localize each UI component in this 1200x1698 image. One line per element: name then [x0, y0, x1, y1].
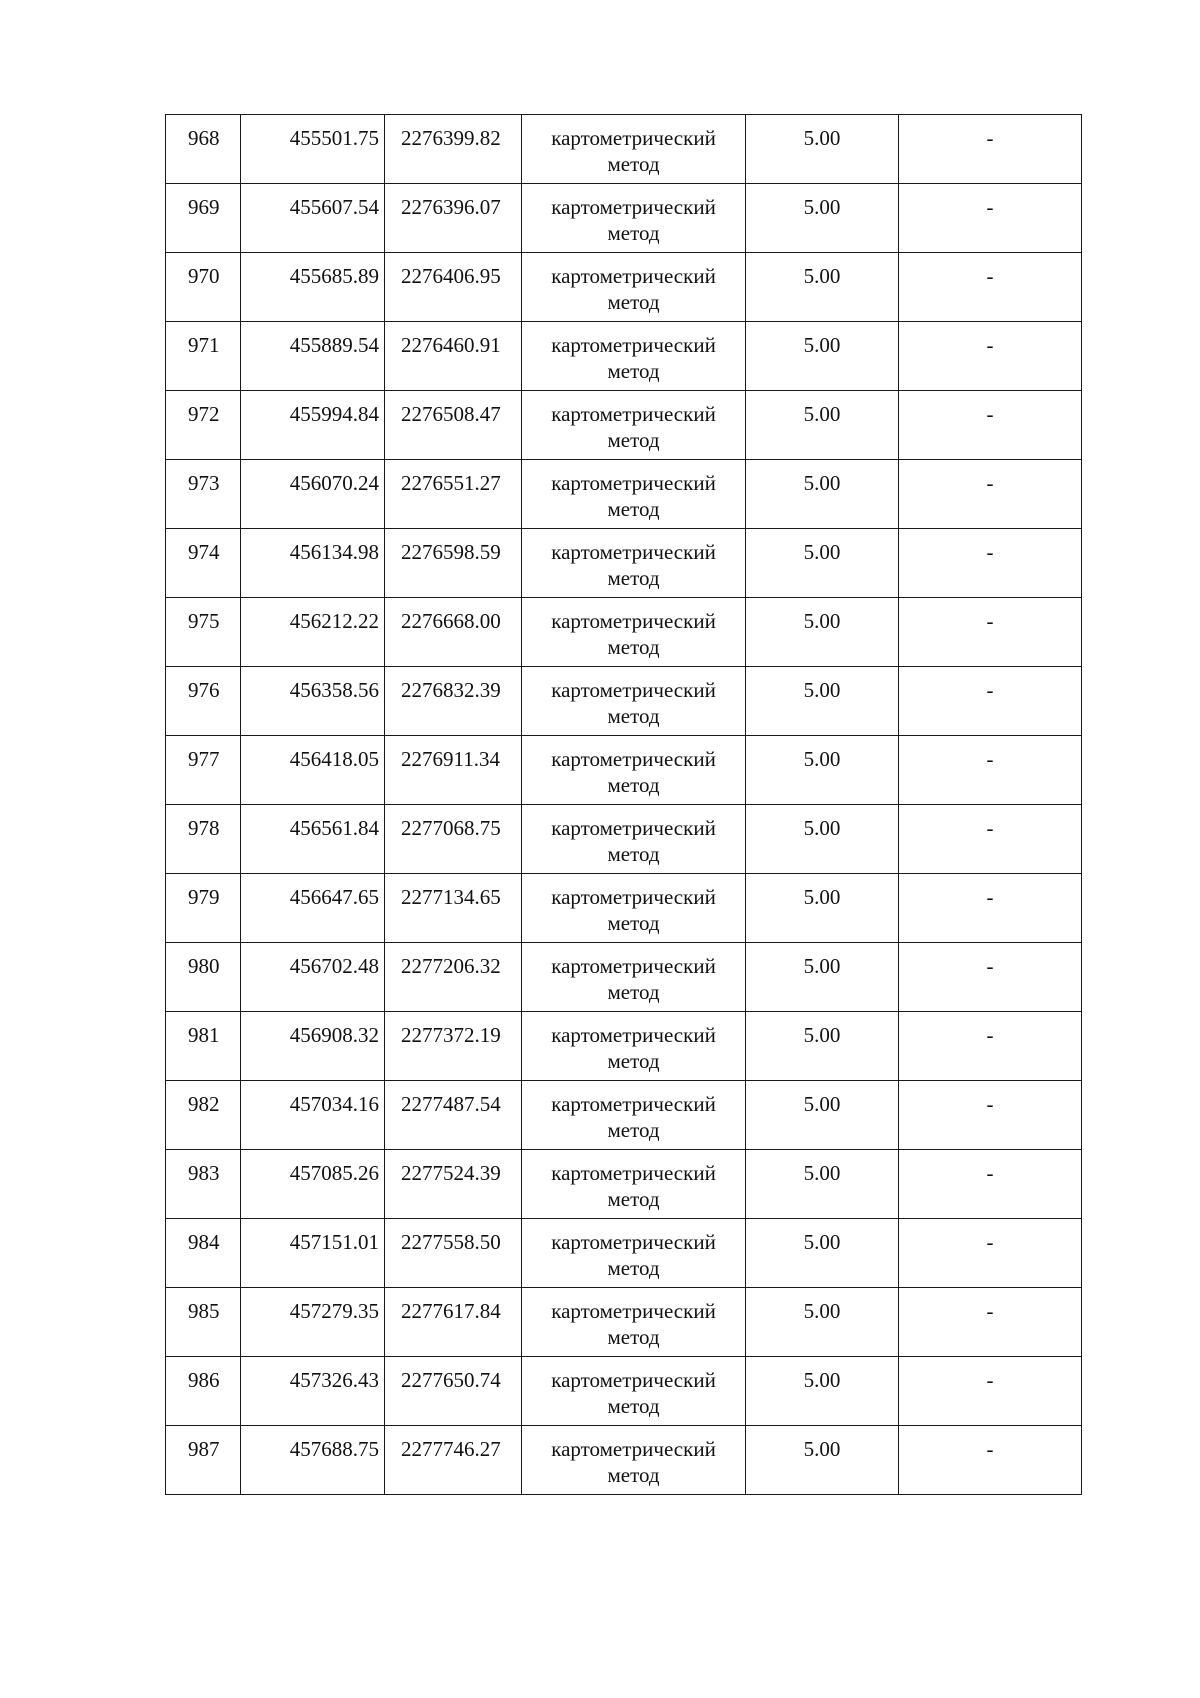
x-coordinate-text: 456358.56	[289, 678, 379, 702]
point-number-text: 984	[188, 1230, 220, 1254]
accuracy-cell	[746, 1150, 899, 1219]
table-row	[166, 1150, 1082, 1219]
description-text: -	[986, 1437, 994, 1461]
point-number-cell	[166, 1426, 241, 1495]
x-coordinate-cell	[241, 1219, 385, 1288]
x-coordinate-cell	[241, 1081, 385, 1150]
description-text: -	[986, 954, 994, 978]
accuracy-cell	[746, 460, 899, 529]
description-text: -	[986, 264, 994, 288]
accuracy-cell	[746, 1288, 899, 1357]
y-coordinate-cell	[385, 529, 522, 598]
point-number-cell	[166, 1219, 241, 1288]
method-text: картометрический метод	[551, 126, 716, 176]
table-row	[166, 1288, 1082, 1357]
y-coordinate-cell	[385, 1081, 522, 1150]
point-number-cell	[166, 184, 241, 253]
table-row	[166, 805, 1082, 874]
table-row	[166, 1426, 1082, 1495]
method-cell	[522, 874, 746, 943]
point-number-text: 970	[188, 264, 220, 288]
table-row	[166, 1357, 1082, 1426]
method-text: картометрический метод	[551, 1230, 716, 1280]
method-cell	[522, 253, 746, 322]
method-cell	[522, 1357, 746, 1426]
x-coordinate-text: 455994.84	[289, 402, 379, 426]
table-row	[166, 253, 1082, 322]
table-row	[166, 184, 1082, 253]
y-coordinate-text: 2277487.54	[401, 1092, 501, 1116]
accuracy-text: 5.00	[803, 885, 841, 909]
y-coordinate-cell	[385, 253, 522, 322]
method-text: картометрический метод	[551, 678, 716, 728]
y-coordinate-cell	[385, 391, 522, 460]
accuracy-cell	[746, 943, 899, 1012]
x-coordinate-cell	[241, 1150, 385, 1219]
y-coordinate-text: 2277650.74	[401, 1368, 501, 1392]
x-coordinate-text: 457034.16	[289, 1092, 379, 1116]
point-number-cell	[166, 667, 241, 736]
method-text: картометрический метод	[551, 540, 716, 590]
point-number-cell	[166, 460, 241, 529]
accuracy-cell	[746, 1357, 899, 1426]
x-coordinate-text: 456418.05	[289, 747, 379, 771]
description-cell	[899, 1081, 1082, 1150]
y-coordinate-text: 2277134.65	[401, 885, 501, 909]
x-coordinate-text: 456561.84	[289, 816, 379, 840]
description-cell	[899, 322, 1082, 391]
y-coordinate-text: 2276911.34	[401, 747, 500, 771]
point-number-text: 972	[188, 402, 220, 426]
accuracy-cell	[746, 1219, 899, 1288]
x-coordinate-text: 456702.48	[289, 954, 379, 978]
method-cell	[522, 1426, 746, 1495]
description-cell	[899, 184, 1082, 253]
point-number-cell	[166, 1012, 241, 1081]
x-coordinate-text: 457151.01	[289, 1230, 379, 1254]
y-coordinate-text: 2277068.75	[401, 816, 501, 840]
point-number-cell	[166, 115, 241, 184]
x-coordinate-text: 457279.35	[289, 1299, 379, 1323]
y-coordinate-cell	[385, 598, 522, 667]
method-cell	[522, 736, 746, 805]
y-coordinate-text: 2276399.82	[401, 126, 501, 150]
description-text: -	[986, 540, 994, 564]
point-number-text: 969	[188, 195, 220, 219]
x-coordinate-cell	[241, 736, 385, 805]
x-coordinate-cell	[241, 667, 385, 736]
table-row	[166, 736, 1082, 805]
accuracy-text: 5.00	[803, 1299, 841, 1323]
point-number-text: 975	[188, 609, 220, 633]
method-text: картометрический метод	[551, 264, 716, 314]
y-coordinate-cell	[385, 460, 522, 529]
point-number-cell	[166, 253, 241, 322]
description-text: -	[986, 1023, 994, 1047]
description-cell	[899, 598, 1082, 667]
point-number-cell	[166, 1288, 241, 1357]
description-cell	[899, 667, 1082, 736]
y-coordinate-text: 2276598.59	[401, 540, 501, 564]
method-text: картометрический метод	[551, 954, 716, 1004]
point-number-cell	[166, 736, 241, 805]
accuracy-text: 5.00	[803, 471, 841, 495]
x-coordinate-cell	[241, 184, 385, 253]
accuracy-cell	[746, 598, 899, 667]
x-coordinate-cell	[241, 322, 385, 391]
description-text: -	[986, 816, 994, 840]
accuracy-cell	[746, 322, 899, 391]
x-coordinate-cell	[241, 460, 385, 529]
y-coordinate-text: 2276396.07	[401, 195, 501, 219]
method-cell	[522, 460, 746, 529]
coordinates-table	[165, 114, 1082, 1495]
point-number-cell	[166, 322, 241, 391]
y-coordinate-cell	[385, 736, 522, 805]
description-cell	[899, 529, 1082, 598]
description-text: -	[986, 1230, 994, 1254]
accuracy-cell	[746, 529, 899, 598]
y-coordinate-text: 2277372.19	[401, 1023, 501, 1047]
point-number-text: 982	[188, 1092, 220, 1116]
point-number-text: 968	[188, 126, 220, 150]
description-cell	[899, 115, 1082, 184]
y-coordinate-text: 2277617.84	[401, 1299, 501, 1323]
description-text: -	[986, 1368, 994, 1392]
x-coordinate-text: 455889.54	[289, 333, 379, 357]
description-text: -	[986, 1299, 994, 1323]
y-coordinate-cell	[385, 874, 522, 943]
description-text: -	[986, 1161, 994, 1185]
point-number-text: 985	[188, 1299, 220, 1323]
x-coordinate-text: 456647.65	[289, 885, 379, 909]
table-row	[166, 943, 1082, 1012]
y-coordinate-cell	[385, 1288, 522, 1357]
table-row	[166, 1012, 1082, 1081]
description-text: -	[986, 747, 994, 771]
point-number-cell	[166, 805, 241, 874]
description-cell	[899, 736, 1082, 805]
method-text: картометрический метод	[551, 1437, 716, 1487]
point-number-cell	[166, 1150, 241, 1219]
point-number-text: 983	[188, 1161, 220, 1185]
accuracy-cell	[746, 184, 899, 253]
description-cell	[899, 874, 1082, 943]
accuracy-text: 5.00	[803, 540, 841, 564]
description-text: -	[986, 1092, 994, 1116]
method-text: картометрический метод	[551, 609, 716, 659]
point-number-text: 986	[188, 1368, 220, 1392]
y-coordinate-cell	[385, 805, 522, 874]
x-coordinate-cell	[241, 391, 385, 460]
accuracy-text: 5.00	[803, 402, 841, 426]
accuracy-cell	[746, 736, 899, 805]
accuracy-text: 5.00	[803, 609, 841, 633]
x-coordinate-text: 456134.98	[289, 540, 379, 564]
accuracy-text: 5.00	[803, 126, 841, 150]
point-number-cell	[166, 1081, 241, 1150]
x-coordinate-text: 455685.89	[289, 264, 379, 288]
description-cell	[899, 1288, 1082, 1357]
method-text: картометрический метод	[551, 471, 716, 521]
x-coordinate-text: 455607.54	[289, 195, 379, 219]
accuracy-cell	[746, 253, 899, 322]
accuracy-text: 5.00	[803, 1437, 841, 1461]
table-row	[166, 1081, 1082, 1150]
method-cell	[522, 529, 746, 598]
method-text: картометрический метод	[551, 1023, 716, 1073]
y-coordinate-text: 2277206.32	[401, 954, 501, 978]
table-row	[166, 391, 1082, 460]
table-row	[166, 322, 1082, 391]
point-number-cell	[166, 874, 241, 943]
accuracy-text: 5.00	[803, 1230, 841, 1254]
y-coordinate-text: 2277524.39	[401, 1161, 501, 1185]
accuracy-cell	[746, 667, 899, 736]
accuracy-text: 5.00	[803, 747, 841, 771]
table-row	[166, 598, 1082, 667]
point-number-text: 980	[188, 954, 220, 978]
description-cell	[899, 1150, 1082, 1219]
method-cell	[522, 667, 746, 736]
accuracy-text: 5.00	[803, 954, 841, 978]
description-text: -	[986, 678, 994, 702]
accuracy-text: 5.00	[803, 264, 841, 288]
accuracy-cell	[746, 1012, 899, 1081]
description-text: -	[986, 402, 994, 426]
y-coordinate-cell	[385, 1219, 522, 1288]
point-number-cell	[166, 391, 241, 460]
description-text: -	[986, 609, 994, 633]
point-number-cell	[166, 943, 241, 1012]
point-number-text: 981	[188, 1023, 220, 1047]
description-cell	[899, 460, 1082, 529]
x-coordinate-cell	[241, 943, 385, 1012]
description-text: -	[986, 195, 994, 219]
method-cell	[522, 1081, 746, 1150]
description-text: -	[986, 885, 994, 909]
method-cell	[522, 1012, 746, 1081]
point-number-cell	[166, 598, 241, 667]
description-cell	[899, 943, 1082, 1012]
method-cell	[522, 943, 746, 1012]
method-text: картометрический метод	[551, 333, 716, 383]
method-text: картометрический метод	[551, 816, 716, 866]
point-number-text: 977	[188, 747, 220, 771]
x-coordinate-cell	[241, 874, 385, 943]
description-cell	[899, 253, 1082, 322]
x-coordinate-cell	[241, 529, 385, 598]
method-cell	[522, 391, 746, 460]
y-coordinate-text: 2276832.39	[401, 678, 501, 702]
method-cell	[522, 805, 746, 874]
x-coordinate-cell	[241, 253, 385, 322]
x-coordinate-cell	[241, 115, 385, 184]
accuracy-text: 5.00	[803, 333, 841, 357]
y-coordinate-text: 2277746.27	[401, 1437, 501, 1461]
x-coordinate-text: 456070.24	[289, 471, 379, 495]
y-coordinate-cell	[385, 1012, 522, 1081]
accuracy-text: 5.00	[803, 195, 841, 219]
table-row	[166, 1219, 1082, 1288]
x-coordinate-cell	[241, 1288, 385, 1357]
x-coordinate-cell	[241, 805, 385, 874]
x-coordinate-cell	[241, 1012, 385, 1081]
y-coordinate-text: 2277558.50	[401, 1230, 501, 1254]
method-cell	[522, 598, 746, 667]
accuracy-text: 5.00	[803, 1368, 841, 1392]
description-text: -	[986, 126, 994, 150]
y-coordinate-cell	[385, 1150, 522, 1219]
accuracy-text: 5.00	[803, 1023, 841, 1047]
y-coordinate-text: 2276551.27	[401, 471, 501, 495]
method-text: картометрический метод	[551, 747, 716, 797]
x-coordinate-cell	[241, 598, 385, 667]
accuracy-cell	[746, 874, 899, 943]
point-number-text: 973	[188, 471, 220, 495]
accuracy-cell	[746, 391, 899, 460]
method-cell	[522, 1219, 746, 1288]
description-text: -	[986, 333, 994, 357]
method-cell	[522, 1150, 746, 1219]
method-text: картометрический метод	[551, 1299, 716, 1349]
x-coordinate-text: 456908.32	[289, 1023, 379, 1047]
table-body	[166, 115, 1082, 1495]
point-number-cell	[166, 529, 241, 598]
point-number-cell	[166, 1357, 241, 1426]
y-coordinate-cell	[385, 667, 522, 736]
description-cell	[899, 1426, 1082, 1495]
table-row	[166, 529, 1082, 598]
accuracy-cell	[746, 1081, 899, 1150]
table-row	[166, 115, 1082, 184]
y-coordinate-cell	[385, 1357, 522, 1426]
method-text: картометрический метод	[551, 1161, 716, 1211]
accuracy-text: 5.00	[803, 1092, 841, 1116]
accuracy-cell	[746, 115, 899, 184]
y-coordinate-text: 2276406.95	[401, 264, 501, 288]
description-cell	[899, 1012, 1082, 1081]
y-coordinate-text: 2276508.47	[401, 402, 501, 426]
x-coordinate-text: 457326.43	[289, 1368, 379, 1392]
accuracy-text: 5.00	[803, 678, 841, 702]
point-number-text: 976	[188, 678, 220, 702]
point-number-text: 987	[188, 1437, 220, 1461]
description-text: -	[986, 471, 994, 495]
table-row	[166, 874, 1082, 943]
x-coordinate-text: 457085.26	[289, 1161, 379, 1185]
accuracy-cell	[746, 1426, 899, 1495]
x-coordinate-text: 457688.75	[289, 1437, 379, 1461]
x-coordinate-cell	[241, 1426, 385, 1495]
method-text: картометрический метод	[551, 1368, 716, 1418]
table-row	[166, 460, 1082, 529]
method-cell	[522, 322, 746, 391]
description-cell	[899, 1357, 1082, 1426]
accuracy-text: 5.00	[803, 816, 841, 840]
description-cell	[899, 805, 1082, 874]
point-number-text: 979	[188, 885, 220, 909]
method-cell	[522, 184, 746, 253]
y-coordinate-cell	[385, 322, 522, 391]
table-row	[166, 667, 1082, 736]
accuracy-cell	[746, 805, 899, 874]
accuracy-text: 5.00	[803, 1161, 841, 1185]
x-coordinate-text: 456212.22	[289, 609, 379, 633]
description-cell	[899, 1219, 1082, 1288]
method-text: картометрический метод	[551, 885, 716, 935]
method-text: картометрический метод	[551, 402, 716, 452]
y-coordinate-cell	[385, 115, 522, 184]
y-coordinate-text: 2276460.91	[401, 333, 501, 357]
x-coordinate-text: 455501.75	[289, 126, 379, 150]
point-number-text: 978	[188, 816, 220, 840]
method-cell	[522, 115, 746, 184]
y-coordinate-cell	[385, 184, 522, 253]
x-coordinate-cell	[241, 1357, 385, 1426]
description-cell	[899, 391, 1082, 460]
method-text: картометрический метод	[551, 1092, 716, 1142]
method-cell	[522, 1288, 746, 1357]
point-number-text: 974	[188, 540, 220, 564]
y-coordinate-cell	[385, 1426, 522, 1495]
y-coordinate-cell	[385, 943, 522, 1012]
point-number-text: 971	[188, 333, 220, 357]
method-text: картометрический метод	[551, 195, 716, 245]
y-coordinate-text: 2276668.00	[401, 609, 501, 633]
